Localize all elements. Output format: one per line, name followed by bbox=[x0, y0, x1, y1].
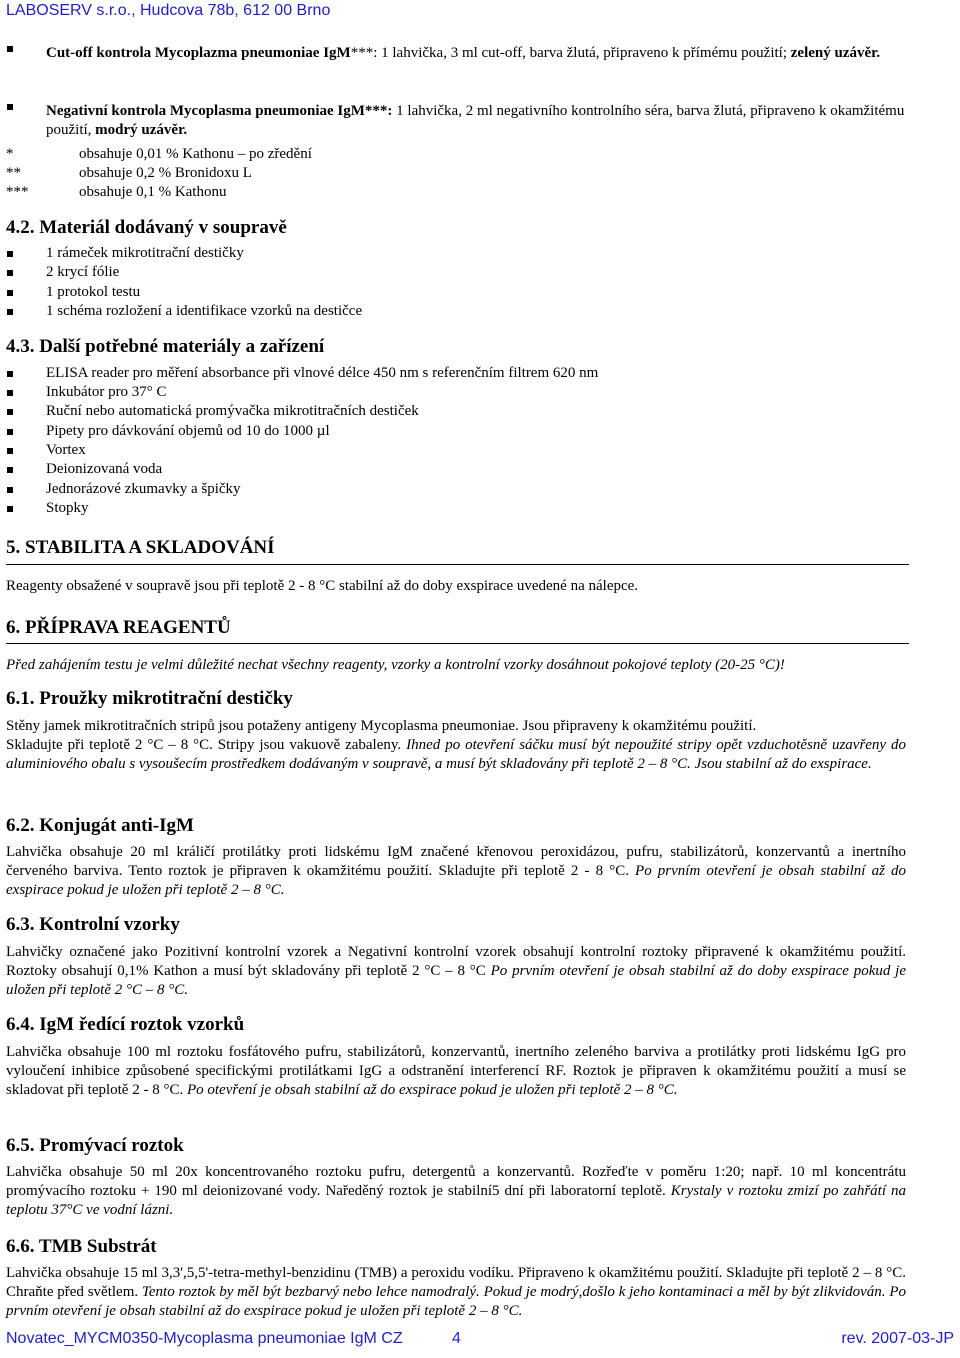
footnote-mark: * bbox=[6, 146, 14, 162]
bullet-icon bbox=[7, 429, 13, 435]
controls-italic: Po prvním otevření je obsah stabilní až do doby exspirace pokud je uložen při teplotě 2 °C – 8 °C. bbox=[6, 963, 906, 999]
strips-text bbox=[6, 717, 906, 775]
section-heading-6-3: 6.3. Kontrolní vzorky bbox=[6, 914, 180, 935]
diluent-paragraph: Lahvička obsahuje 100 ml roztoku fosfátového pufru, stabilizátorů, konzervantů, inertního zeleného barviva a protilátky proti lidskému IgG pro vyloučení inhibice způsobené specifickými protilátkami IgG a odstranění interferencí RF. Roztok je připraven k okamžitému použití a musí se skladovat při teplotě 2 - 8 °C. bbox=[6, 1044, 906, 1099]
section-divider bbox=[6, 564, 909, 565]
diluent-italic: Po otevření je obsah stabilní až do exspirace pokud je uložen při teplotě 2 – 8 °C. bbox=[186, 1082, 678, 1099]
list-item: 1 rámeček mikrotitrační destičky bbox=[46, 245, 244, 261]
footnote-mark: ** bbox=[6, 165, 21, 181]
bullet-icon bbox=[7, 46, 13, 52]
bullet-icon bbox=[7, 506, 13, 512]
list-item: Stopky bbox=[46, 500, 89, 516]
list-item: Pipety pro dávkování objemů od 10 do 1000 µl bbox=[46, 423, 330, 439]
preparation-note: Před zahájením testu je velmi důležité nechat všechny reagenty, vzorky a kontrolní vzorky dosáhnout pokojové teploty (20-25 °C)! bbox=[6, 657, 785, 673]
list-item: Deionizovaná voda bbox=[46, 461, 163, 477]
section-heading-6-6: 6.6. TMB Substrát bbox=[6, 1236, 157, 1257]
conjugate-italic: Po prvním otevření je obsah stabilní až do exspirace pokud je uložen při teplotě 2 – 8 °C. bbox=[6, 863, 906, 899]
list-item: Jednorázové zkumavky a špičky bbox=[46, 481, 241, 497]
page-header: LABOSERV s.r.o., Hudcova 78b, 612 00 Brno bbox=[6, 2, 331, 19]
section-heading-6: 6. PŘÍPRAVA REAGENTŮ bbox=[6, 617, 231, 638]
conjugate-paragraph: Lahvička obsahuje 20 ml králičí protilátky proti lidskému IgM značené křenovou peroxidázou, pufru, stabilizátorů, konzervantů a inertního červeného barviva. Tento roztok je připraven k okamžitému použití. Skladujte při teplotě 2 - 8 °C. bbox=[6, 844, 906, 880]
bullet-icon bbox=[7, 448, 13, 454]
conjugate-text bbox=[6, 843, 906, 901]
strips-storage-italic: Ihned po otevření sáčku musí být nepoužité stripy opět vzduchotěsně uzavřeny do aluminiového obalu s vysoušecím prostředkem dodávaným v soupravě, a musí být skladovány při teplotě 2 – 8 °C. Jsou stabilní až do exspirace. bbox=[6, 737, 907, 773]
cutoff-control-desc: ***: 1 lahvička, 3 ml cut-off, barva žlutá, připraveno k přímému použití; bbox=[350, 45, 787, 61]
section-heading-6-2: 6.2. Konjugát anti-IgM bbox=[6, 815, 194, 836]
bullet-icon bbox=[7, 270, 13, 276]
negative-control-item bbox=[46, 102, 906, 141]
stability-text: Reagenty obsažené v soupravě jsou při teplotě 2 - 8 °C stabilní až do doby exspirace uvedené na nálepce. bbox=[6, 578, 639, 594]
list-item: Ruční nebo automatická promývačka mikrotitračních destiček bbox=[46, 403, 419, 419]
footer-doc-id: Novatec_MYCM0350-Mycoplasma pneumoniae IgM CZ bbox=[6, 1330, 403, 1347]
section-heading-6-5: 6.5. Promývací roztok bbox=[6, 1135, 184, 1156]
controls-paragraph: Lahvičky označené jako Pozitivní kontrolní vzorek a Negativní kontrolní vzorek obsahují kontrolní roztoky připravené k okamžitému použití. Roztoky obsahují 0,1% Kathon a musí být skladovány při teplotě 2 °C – 8 °C bbox=[6, 944, 906, 980]
wash-paragraph: Lahvička obsahuje 50 ml 20x koncentrovaného roztoku pufru, detergentů a konzervantů. Rozřeďte v poměru 1:20; např. 10 ml koncentrátu promývacího roztoku + 190 ml deionizované vody. Naředěný roztok je stabilní5 dní při laboratorní teplotě. bbox=[6, 1164, 906, 1200]
section-heading-5: 5. STABILITA A SKLADOVÁNÍ bbox=[6, 537, 275, 558]
negative-control-desc: 1 lahvička, 2 ml negativního kontrolního séra, barva žlutá, připraveno k okamžitému použití, bbox=[46, 103, 905, 139]
controls-text bbox=[6, 943, 906, 1001]
tmb-paragraph: Lahvička obsahuje 15 ml 3,3',5,5'-tetra-methyl-benzidinu (TMB) a peroxidu vodíku. Připraveno k okamžitému použití. Skladujte při teplotě 2 – 8 °C. Chraňte před světlem. bbox=[6, 1265, 906, 1301]
footnote-text: obsahuje 0,01 % Kathonu – po zředění bbox=[79, 146, 312, 162]
list-item: 1 protokol testu bbox=[46, 284, 141, 300]
footnote-text: obsahuje 0,2 % Bronidoxu L bbox=[79, 165, 252, 181]
cutoff-control-item bbox=[46, 44, 906, 63]
section-heading-6-4: 6.4. IgM ředící roztok vzorků bbox=[6, 1014, 245, 1035]
footnote-text: obsahuje 0,1 % Kathonu bbox=[79, 184, 227, 200]
list-item: 1 schéma rozložení a identifikace vzorků na destičce bbox=[46, 303, 363, 319]
bullet-icon bbox=[7, 487, 13, 493]
footer-page-number: 4 bbox=[452, 1330, 461, 1347]
bullet-icon bbox=[7, 390, 13, 396]
list-item: 2 krycí fólie bbox=[46, 264, 120, 280]
bullet-icon bbox=[7, 104, 13, 110]
bullet-icon bbox=[7, 371, 13, 377]
footer-revision: rev. 2007-03-JP bbox=[841, 1330, 954, 1347]
cutoff-control-name: Cut-off kontrola Mycoplazma pneumoniae IgM bbox=[46, 45, 351, 61]
wash-italic: Krystaly v roztoku zmizí po zahřátí na teplotu 37°C ve vodní lázni. bbox=[6, 1183, 906, 1219]
tmb-italic: Tento roztok by měl být bezbarvý nebo lehce namodralý. Pokud je modrý,došlo k jeho kontaminaci a měl by být zlikvidován. Po prvním otevření je obsah stabilní až do exspirace pokud je uložen při teplotě 2 – 8 °C. bbox=[6, 1284, 907, 1320]
bullet-icon bbox=[7, 409, 13, 415]
diluent-text bbox=[6, 1043, 906, 1101]
strips-storage bbox=[6, 736, 906, 774]
list-item: Inkubátor pro 37° C bbox=[46, 384, 167, 400]
tmb-text bbox=[6, 1264, 906, 1322]
negative-control-cap: modrý uzávěr. bbox=[95, 122, 188, 139]
section-heading-6-1: 6.1. Proužky mikrotitrační destičky bbox=[6, 688, 293, 709]
wash-text bbox=[6, 1163, 906, 1221]
section-divider bbox=[6, 643, 909, 644]
bullet-icon bbox=[7, 467, 13, 473]
strips-storage-text: Skladujte při teplotě 2 °C – 8 °C. Stripy jsou vakuově zabaleny. bbox=[6, 737, 402, 754]
bullet-icon bbox=[7, 290, 13, 296]
section-heading-4-3: 4.3. Další potřebné materiály a zařízení bbox=[6, 336, 325, 357]
strips-paragraph: Stěny jamek mikrotitračních stripů jsou potaženy antigeny Mycoplasma pneumoniae. Jsou připraveny k okamžitému použití. bbox=[6, 718, 757, 734]
bullet-icon bbox=[7, 309, 13, 315]
cutoff-control-cap: zelený uzávěr. bbox=[790, 45, 881, 61]
bullet-icon bbox=[7, 251, 13, 257]
list-item: ELISA reader pro měření absorbance při vlnové délce 450 nm s referenčním filtrem 620 nm bbox=[46, 365, 599, 381]
list-item: Vortex bbox=[46, 442, 86, 458]
negative-control-name: Negativní kontrola Mycoplasma pneumoniae IgM***: bbox=[46, 103, 393, 119]
footnote-mark: *** bbox=[6, 184, 29, 200]
section-heading-4-2: 4.2. Materiál dodávaný v soupravě bbox=[6, 217, 287, 238]
